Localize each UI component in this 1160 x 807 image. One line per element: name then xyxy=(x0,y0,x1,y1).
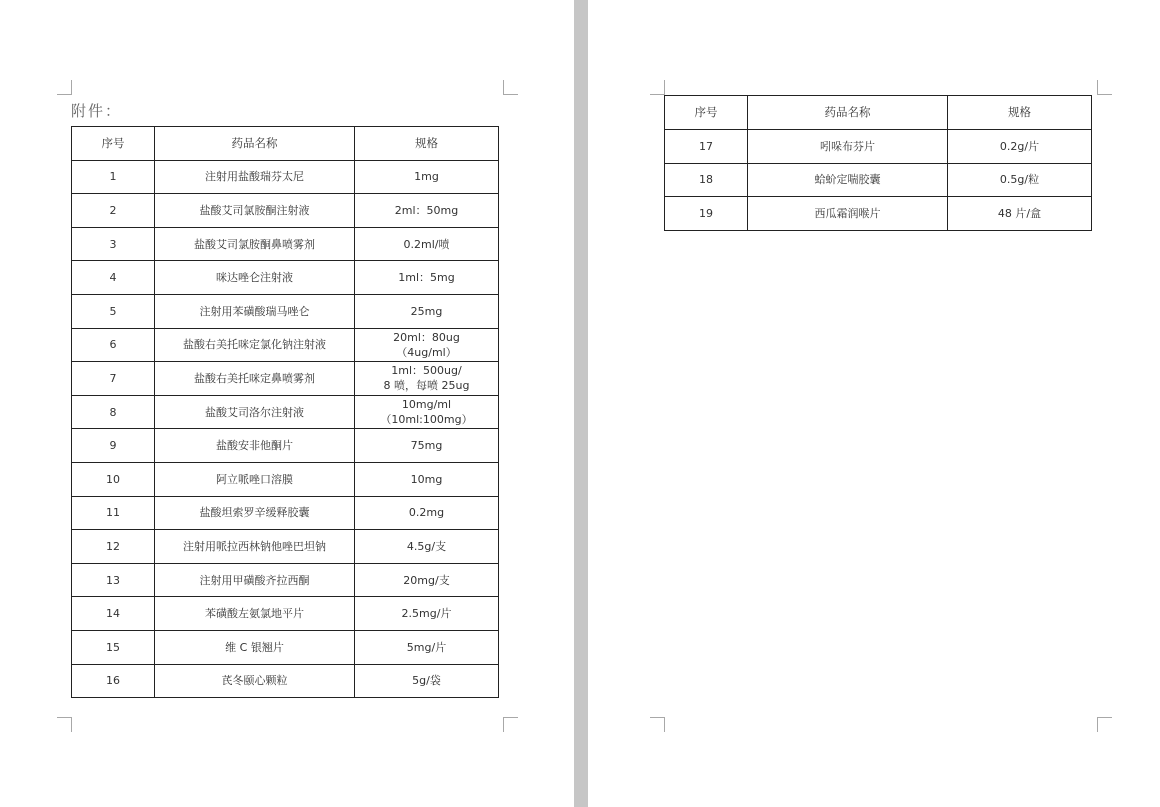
header-drug-name: 药品名称 xyxy=(155,127,355,161)
header-drug-name: 药品名称 xyxy=(748,96,948,130)
cell-spec xyxy=(355,261,499,295)
table-row xyxy=(72,563,499,597)
cell-index: 15 xyxy=(72,630,155,664)
spec-line: 1ml：500ug/ xyxy=(391,364,462,378)
cell-spec xyxy=(355,597,499,631)
cell-drug-name: 盐酸安非他酮片 xyxy=(155,429,355,463)
cell-spec xyxy=(355,160,499,194)
header-spec: 规格 xyxy=(355,127,499,161)
table-row xyxy=(72,362,499,396)
cell-index: 6 xyxy=(72,328,155,362)
cell-index: 11 xyxy=(72,496,155,530)
cell-index: 19 xyxy=(665,197,748,231)
cell-index: 18 xyxy=(665,163,748,197)
cell-spec xyxy=(355,664,499,698)
cell-spec xyxy=(355,429,499,463)
table-row xyxy=(72,261,499,295)
spec-line: 25mg xyxy=(410,304,443,318)
cell-spec xyxy=(355,194,499,228)
table-row xyxy=(665,129,1092,163)
table-row xyxy=(72,630,499,664)
spec-line: 0.2mg xyxy=(408,506,445,520)
cell-index: 17 xyxy=(665,129,748,163)
cell-index: 4 xyxy=(72,261,155,295)
spec-line: 2.5mg/片 xyxy=(401,607,452,621)
table-row xyxy=(665,197,1092,231)
header-index: 序号 xyxy=(72,127,155,161)
cell-spec xyxy=(948,163,1092,197)
spec-line: 2ml：50mg xyxy=(394,203,459,217)
spec-line: 48 片/盒 xyxy=(997,207,1042,221)
table-header-row xyxy=(72,127,499,161)
spec-line: （4ug/ml） xyxy=(396,345,457,359)
cell-drug-name: 芪冬颐心颗粒 xyxy=(155,664,355,698)
header-index: 序号 xyxy=(665,96,748,130)
cell-drug-name: 盐酸艾司氯胺酮注射液 xyxy=(155,194,355,228)
cell-index: 5 xyxy=(72,294,155,328)
drug-table-page-2 xyxy=(664,95,1092,231)
cell-drug-name: 咪达唑仑注射液 xyxy=(155,261,355,295)
header-spec: 规格 xyxy=(948,96,1092,130)
cell-index: 9 xyxy=(72,429,155,463)
table-header-row xyxy=(665,96,1092,130)
cell-drug-name: 注射用盐酸瑞芬太尼 xyxy=(155,160,355,194)
spec-line: 20mg/支 xyxy=(403,573,450,587)
spec-line: 0.5g/粒 xyxy=(999,173,1040,187)
cell-drug-name: 维 C 银翘片 xyxy=(155,630,355,664)
spec-line: 5mg/片 xyxy=(406,640,447,654)
cell-drug-name: 注射用苯磺酸瑞马唑仑 xyxy=(155,294,355,328)
spec-line: 0.2g/片 xyxy=(999,139,1040,153)
spec-line: 20ml：80ug xyxy=(393,330,460,344)
cell-drug-name: 盐酸右美托咪定鼻喷雾剂 xyxy=(155,362,355,396)
cell-drug-name: 盐酸坦索罗辛缓释胶囊 xyxy=(155,496,355,530)
cell-spec xyxy=(355,530,499,564)
margin-corner-mark xyxy=(503,80,518,95)
cell-drug-name: 注射用甲磺酸齐拉西酮 xyxy=(155,563,355,597)
cell-index: 13 xyxy=(72,563,155,597)
cell-drug-name: 吲哚布芬片 xyxy=(748,129,948,163)
margin-corner-mark xyxy=(503,717,518,732)
cell-index: 8 xyxy=(72,395,155,429)
cell-spec xyxy=(355,227,499,261)
table-row xyxy=(72,462,499,496)
cell-spec xyxy=(355,462,499,496)
cell-index: 7 xyxy=(72,362,155,396)
cell-drug-name: 阿立哌唑口溶膜 xyxy=(155,462,355,496)
table-row xyxy=(72,530,499,564)
spec-line: 1mg xyxy=(414,170,439,184)
margin-corner-mark xyxy=(650,717,665,732)
table-row xyxy=(72,597,499,631)
margin-corner-mark xyxy=(1097,717,1112,732)
margin-corner-mark xyxy=(650,80,665,95)
table-row xyxy=(72,429,499,463)
margin-corner-mark xyxy=(1097,80,1112,95)
spec-line: 10mg/ml xyxy=(401,398,452,412)
cell-drug-name: 盐酸右美托咪定氯化钠注射液 xyxy=(155,328,355,362)
spec-line: 75mg xyxy=(410,439,443,453)
drug-table-page-1 xyxy=(71,126,499,698)
spec-line: 1ml：5mg xyxy=(398,271,455,285)
spec-line: 8 喷，每喷 25ug xyxy=(383,379,470,393)
cell-index: 14 xyxy=(72,597,155,631)
page-gutter xyxy=(574,0,588,807)
cell-index: 1 xyxy=(72,160,155,194)
cell-spec xyxy=(355,294,499,328)
cell-spec xyxy=(948,197,1092,231)
cell-drug-name: 盐酸艾司洛尔注射液 xyxy=(155,395,355,429)
margin-corner-mark xyxy=(57,717,72,732)
table-row xyxy=(72,496,499,530)
spec-line: （10ml:100mg） xyxy=(380,413,473,427)
attachment-label: 附件： xyxy=(71,102,123,120)
cell-index: 3 xyxy=(72,227,155,261)
table-row xyxy=(72,294,499,328)
cell-spec xyxy=(355,362,499,396)
cell-spec xyxy=(355,395,499,429)
table-row xyxy=(72,227,499,261)
margin-corner-mark xyxy=(57,80,72,95)
cell-spec xyxy=(355,328,499,362)
table-row xyxy=(665,163,1092,197)
cell-index: 2 xyxy=(72,194,155,228)
cell-drug-name: 蛤蚧定喘胶囊 xyxy=(748,163,948,197)
cell-drug-name: 盐酸艾司氯胺酮鼻喷雾剂 xyxy=(155,227,355,261)
table-row xyxy=(72,664,499,698)
spec-line: 10mg xyxy=(410,472,443,486)
table-row xyxy=(72,395,499,429)
cell-drug-name: 西瓜霜润喉片 xyxy=(748,197,948,231)
cell-drug-name: 苯磺酸左氨氯地平片 xyxy=(155,597,355,631)
table-row xyxy=(72,160,499,194)
spec-line: 0.2ml/喷 xyxy=(403,237,450,251)
spec-line: 4.5g/支 xyxy=(406,539,447,553)
cell-index: 16 xyxy=(72,664,155,698)
cell-spec xyxy=(355,563,499,597)
spec-line: 5g/袋 xyxy=(412,674,441,688)
table-row xyxy=(72,194,499,228)
cell-spec xyxy=(355,630,499,664)
cell-drug-name: 注射用哌拉西林钠他唑巴坦钠 xyxy=(155,530,355,564)
cell-index: 10 xyxy=(72,462,155,496)
cell-spec xyxy=(948,129,1092,163)
cell-index: 12 xyxy=(72,530,155,564)
cell-spec xyxy=(355,496,499,530)
table-row xyxy=(72,328,499,362)
